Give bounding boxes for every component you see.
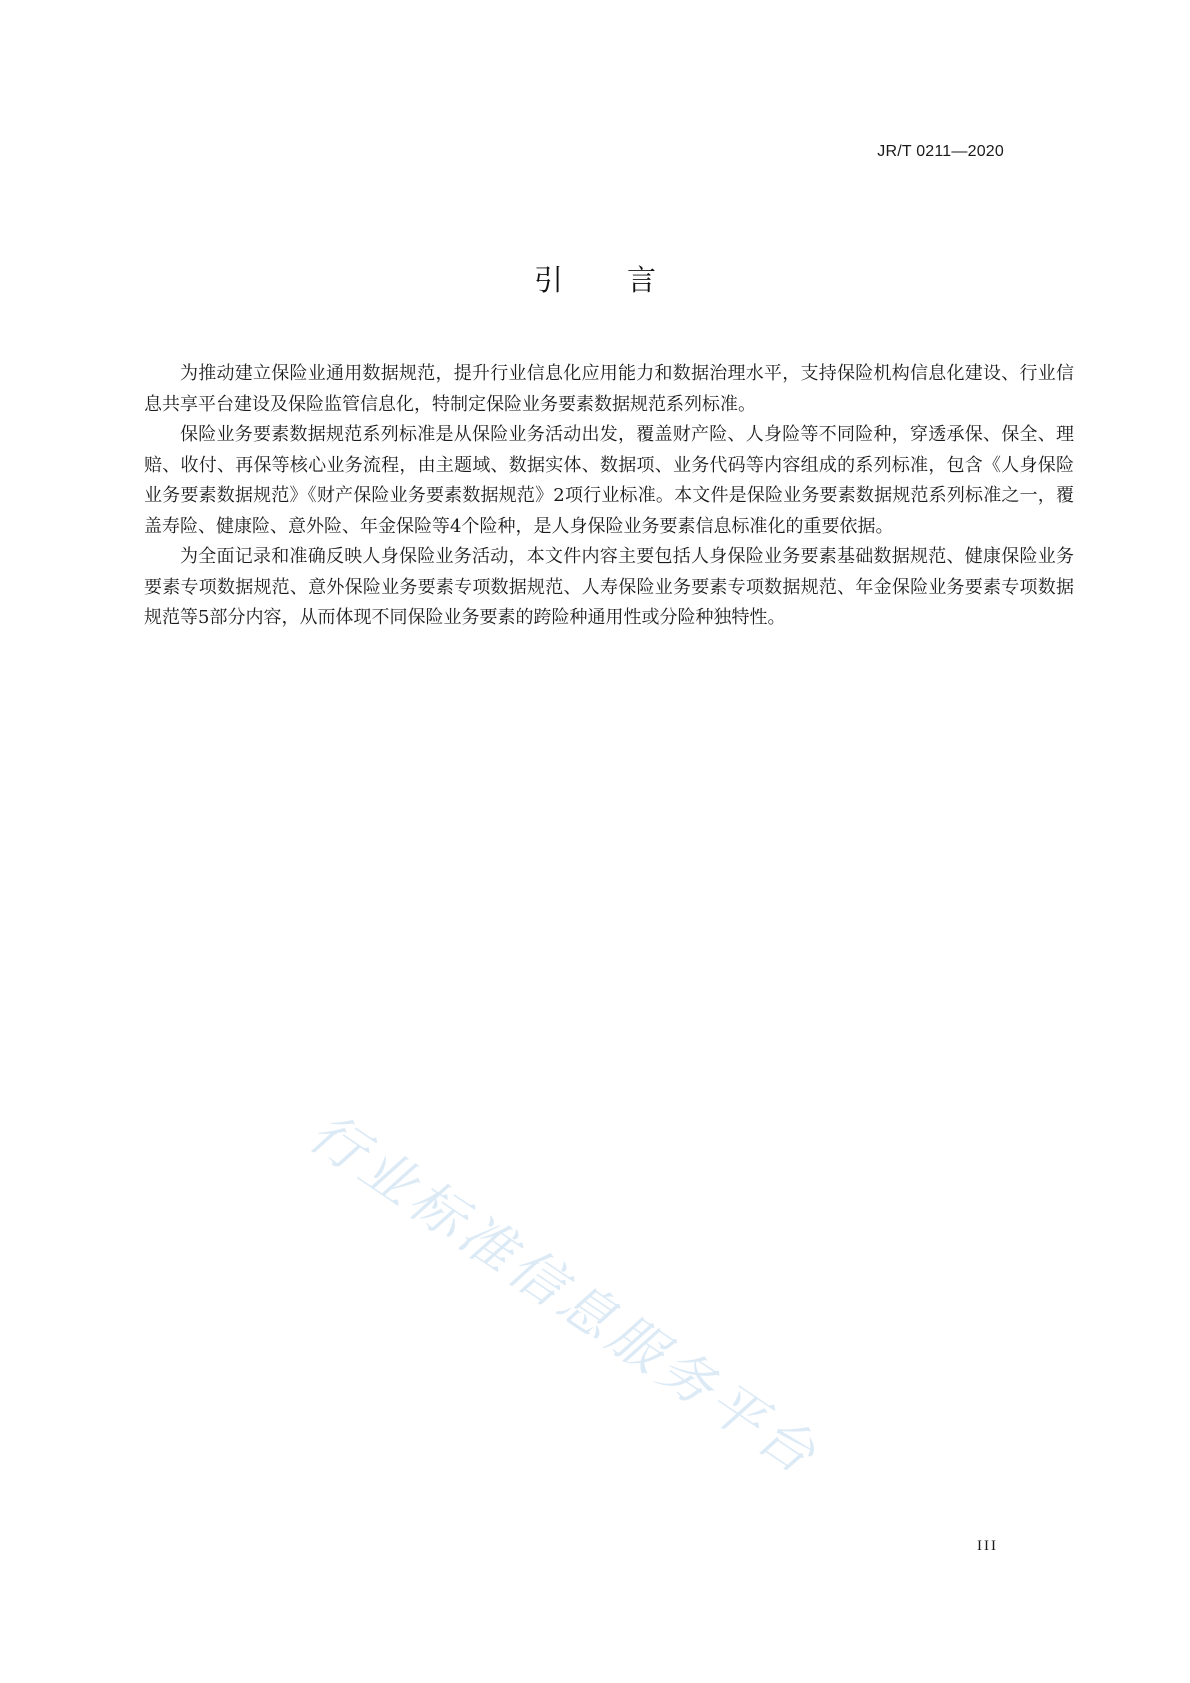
- paragraph-2: 保险业务要素数据规范系列标准是从保险业务活动出发，覆盖财产险、人身险等不同险种，穿透承保、保全、理赔、收付、再保等核心业务流程，由主题域、数据实体、数据项、业务代码等内容组成的系列标准，包含《人身保险业务要素数据规范》《财产保险业务要素数据规范》2项行业标准。本文件是保险业务要素数据规范系列标准之一，覆盖寿险、健康险、意外险、年金保险等4个险种，是人身保险业务要素信息标准化的重要依据。: [144, 424, 1074, 537]
- body-text: [144, 359, 1074, 634]
- watermark: 行业标准信息服务平台: [298, 1100, 831, 1489]
- page-number: III: [977, 1538, 998, 1554]
- paragraph-1: 为推动建立保险业通用数据规范，提升行业信息化应用能力和数据治理水平，支持保险机构信息化建设、行业信息共享平台建设及保险监管信息化，特制定保险业务要素数据规范系列标准。: [144, 363, 1074, 415]
- paragraph-3: 为全面记录和准确反映人身保险业务活动，本文件内容主要包括人身保险业务要素基础数据规范、健康保险业务要素专项数据规范、意外保险业务要素专项数据规范、人寿保险业务要素专项数据规范、年金保险业务要素专项数据规范等5部分内容，从而体现不同保险业务要素的跨险种通用性或分险种独特性。: [144, 546, 1074, 628]
- document-code: JR/T 0211—2020: [877, 143, 1004, 160]
- page-title: 引言: [533, 263, 720, 297]
